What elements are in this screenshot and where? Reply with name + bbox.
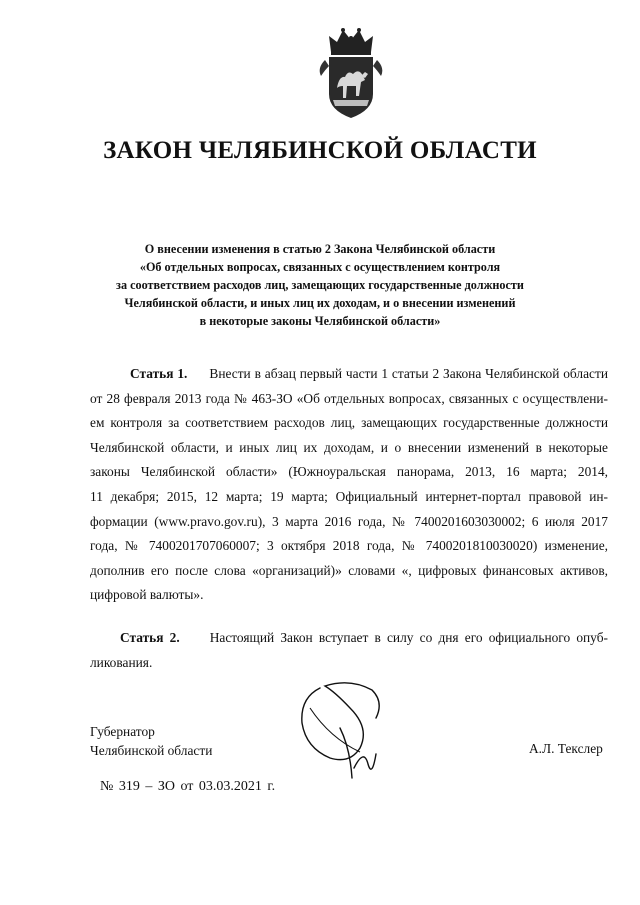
article-2-text-line: Настоящий Закон вступает в силу со дня его официального опуб- <box>209 630 608 645</box>
article-1-text-line: ем контроля за соответствием расходов лиц, замещающих государственные должности <box>90 415 608 431</box>
article-2-first-line <box>90 626 608 651</box>
article-1-text-line: законы Челябинской области» (Южноуральская панорама, 2013, 16 марта; 2014, <box>90 464 608 480</box>
article-2-text-line: ликования. <box>90 654 153 670</box>
article-1-text-line: Челябинской области, и иных лиц их доходам, и о внесении изменений в некоторые <box>90 439 608 455</box>
article-1-first-line <box>90 362 608 387</box>
article-1-text-line: года, № 7400201707060007; 3 октября 2018 года, № 7400201810030020) изменение, <box>90 538 608 554</box>
subject-line: за соответствием расходов лиц, замещающих государственные должности <box>116 278 524 292</box>
coat-of-arms-emblem <box>315 22 387 122</box>
signatory-position-line: Губернатор <box>90 724 155 739</box>
signatory-position-line: Челябинской области <box>90 743 213 758</box>
law-number: № 319 – ЗО от 03.03.2021 г. <box>100 779 276 794</box>
article-1-text-line: 11 декабря; 2015, 12 марта; 19 марта; Официальный интернет-портал правовой ин- <box>90 488 608 504</box>
law-subject <box>90 240 550 330</box>
article-2-label: Статья 2. <box>120 630 180 645</box>
article-1-text-line: дополнив его после слова «организаций)» словами «, цифровых финансовых активов, <box>90 562 608 578</box>
subject-line: «Об отдельных вопросах, связанных с осуществлением контроля <box>139 260 501 274</box>
article-1 <box>90 362 608 608</box>
article-1-text-line: Внести в абзац первый части 1 статьи 2 Закона Челябинской области <box>209 366 608 381</box>
article-1-text-line: от 28 февраля 2013 года № 463-ЗО «Об отдельных вопросах, связанных с осуществлени- <box>90 390 608 406</box>
subject-line: О внесении изменения в статью 2 Закона Челябинской области <box>144 242 496 256</box>
article-1-text-line: формации (www.pravo.gov.ru), 3 марта 2016 года, № 7400201603030002; 6 июля 2017 <box>90 513 608 529</box>
signatory-position <box>90 722 212 760</box>
subject-line: в некоторые законы Челябинской области» <box>199 314 441 328</box>
law-title: ЗАКОН ЧЕЛЯБИНСКОЙ ОБЛАСТИ <box>103 137 537 164</box>
article-1-label: Статья 1. <box>130 366 188 381</box>
subject-line: Челябинской области, и иных лиц их доходам, и о внесении изменений <box>124 296 516 310</box>
handwritten-signature <box>280 668 400 788</box>
signatory-name: А.Л. Текслер <box>529 741 603 756</box>
article-1-text-line: цифровой валюты». <box>90 587 204 603</box>
